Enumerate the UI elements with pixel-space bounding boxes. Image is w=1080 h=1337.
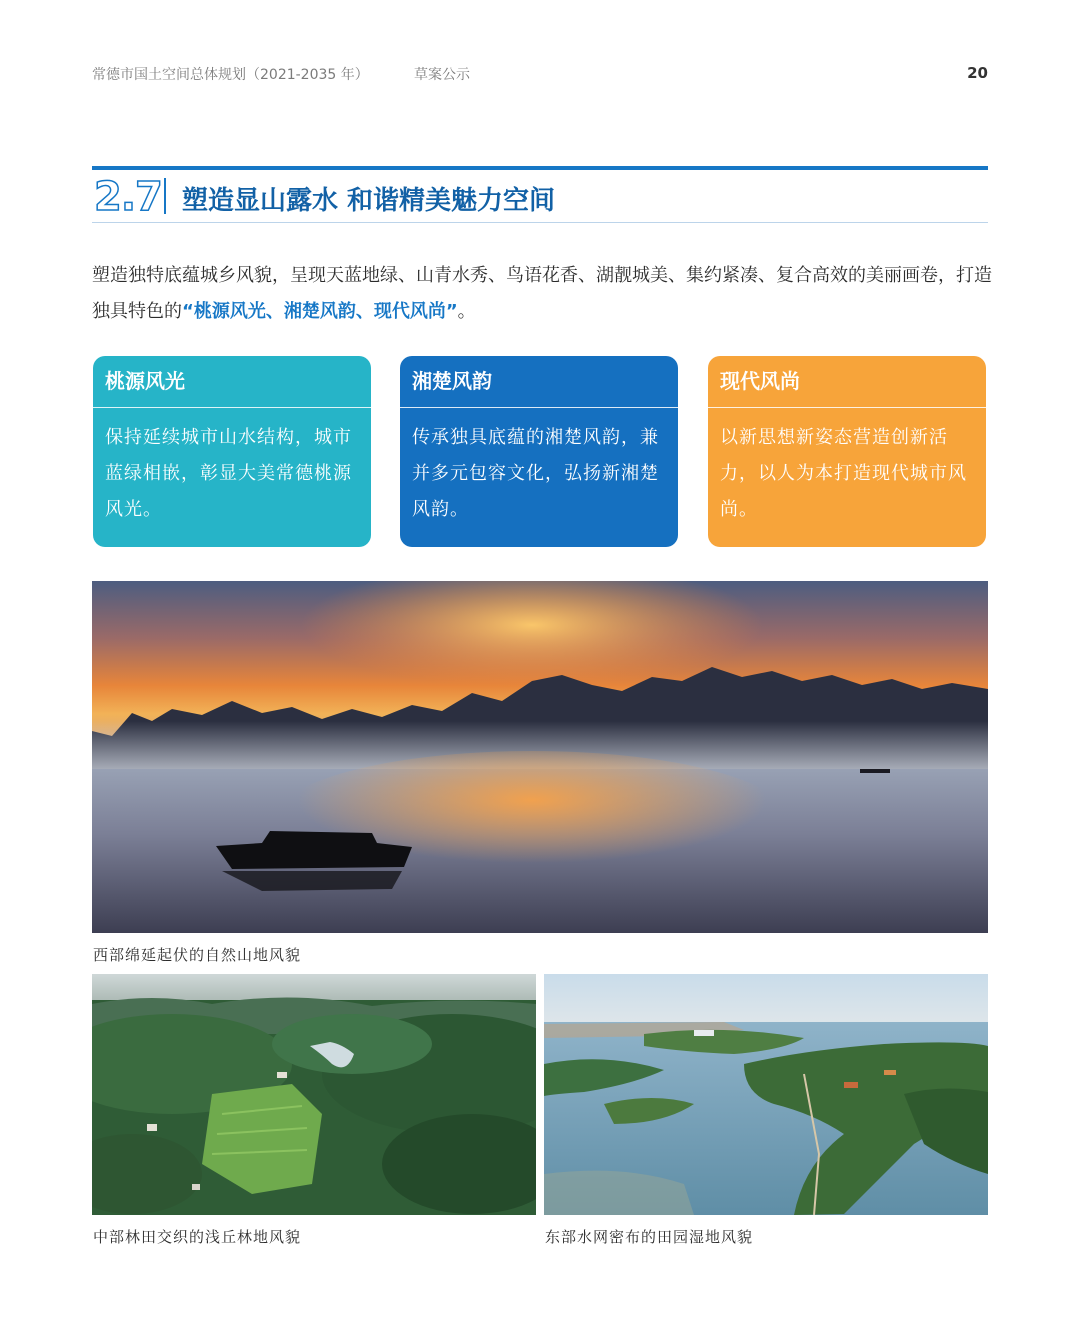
section-title: 塑造显山露水 和谐精美魅力空间 xyxy=(182,186,556,216)
intro-text-end: 。 xyxy=(457,301,476,322)
intro-text: 塑造独特底蕴城乡风貌，呈现天蓝地绿、山青水秀、鸟语花香、湖靓城美、集约紧凑、复合高效的美丽画卷，打造独具特色的 xyxy=(92,265,992,322)
draft-status: 草案公示 xyxy=(414,67,470,83)
card-title: 现代风尚 xyxy=(708,356,986,408)
forest-fields-image xyxy=(92,974,536,1215)
section-number: 2.7 xyxy=(94,174,162,220)
page-number: 20 xyxy=(967,64,988,82)
card-body: 以新思想新姿态营造创新活力，以人为本打造现代城市风尚。 xyxy=(720,427,967,520)
card-taoyuan xyxy=(93,356,371,547)
photo-caption: 西部绵延起伏的自然山地风貌 xyxy=(93,946,302,964)
intro-highlight: “桃源风光、湘楚风韵、现代风尚” xyxy=(182,301,458,322)
section-heading xyxy=(92,170,988,223)
section-divider xyxy=(164,178,166,214)
photo-caption: 东部水网密布的田园湿地风貌 xyxy=(545,1228,754,1246)
sunset-lake-image xyxy=(92,581,988,933)
card-body: 保持延续城市山水结构，城市蓝绿相嵌，彰显大美常德桃源风光。 xyxy=(105,427,352,520)
card-modern xyxy=(708,356,986,547)
document-title: 常德市国土空间总体规划（2021-2035 年） xyxy=(92,67,369,83)
photo-caption: 中部林田交织的浅丘林地风貌 xyxy=(93,1228,302,1246)
card-xiangchu xyxy=(400,356,678,547)
photo-central-hills xyxy=(92,974,536,1215)
photo-west-mountain-lake xyxy=(92,581,988,933)
intro-paragraph xyxy=(92,258,992,330)
wetland-image xyxy=(544,974,988,1215)
card-body: 传承独具底蕴的湘楚风韵，兼并多元包容文化，弘扬新湘楚风韵。 xyxy=(412,427,659,520)
page-header xyxy=(92,64,988,86)
card-title: 湘楚风韵 xyxy=(400,356,678,408)
card-title: 桃源风光 xyxy=(93,356,371,408)
photo-east-wetlands xyxy=(544,974,988,1215)
